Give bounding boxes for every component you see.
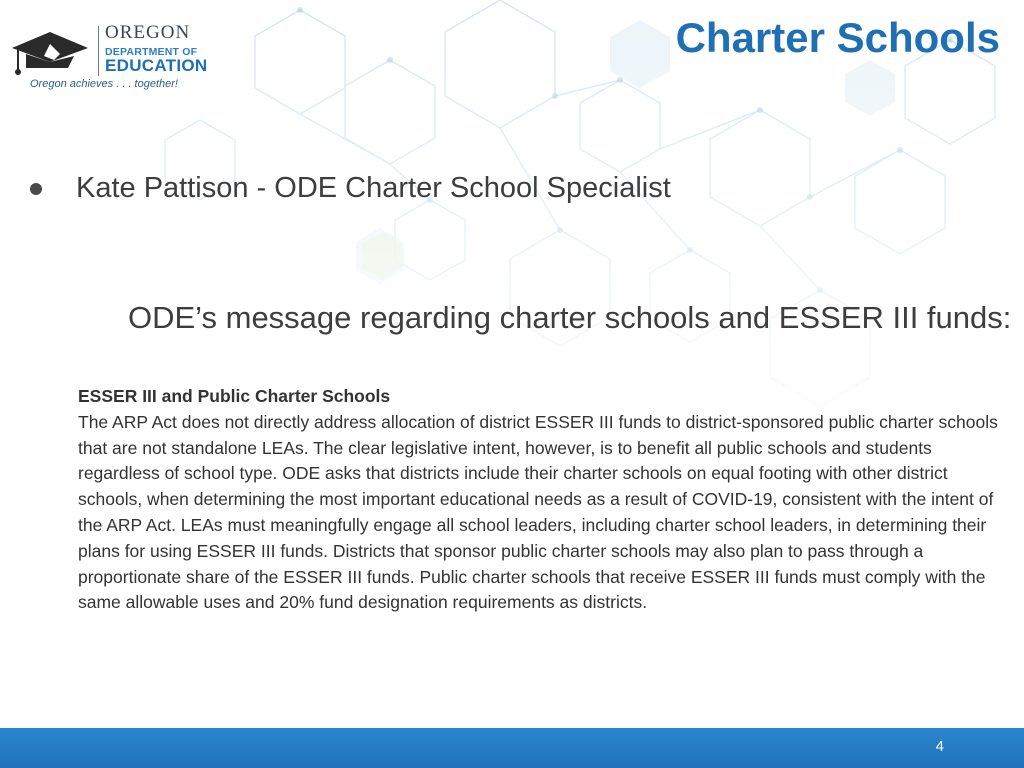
subheading: ODE’s message regarding charter schools and ESSER III funds: (128, 300, 1012, 335)
oregon-graduation-cap-icon (10, 26, 90, 76)
body-title: ESSER III and Public Charter Schools (78, 386, 391, 406)
body-block (78, 384, 1013, 616)
logo-oregon-text: OREGON (105, 22, 191, 43)
footer-bar (0, 728, 1024, 768)
page-number: 4 (935, 738, 944, 755)
logo-education-text: EDUCATION (105, 56, 208, 75)
bullet-item (30, 172, 671, 205)
bullet-dot-icon (30, 183, 42, 195)
logo-tagline: Oregon achieves . . . together! (30, 78, 178, 90)
logo-department-text: DEPARTMENT OF (105, 46, 198, 58)
body-paragraph: The ARP Act does not directly address allocation of district ESSER III funds to district-sponsored public charter schools that are not standalone LEAs. The clear legislative intent, however, is to benefit all public schools and students regardless of school type. ODE asks that districts include their charter schools on equal footing with other district schools, when determining the most important educational needs as a result of COVID-19, consistent with the intent of the ARP Act. LEAs must meaningfully engage all school leaders, including charter school leaders, in determining their plans for using ESSER III funds. Districts that sponsor public charter schools may also plan to pass through a proportionate share of the ESSER III funds. Public charter schools that receive ESSER III funds must comply with the same allowable uses and 20% fund designation requirements as districts. (78, 411, 998, 613)
slide-title: Charter Schools (675, 14, 1000, 61)
logo-divider (98, 26, 99, 76)
bullet-text: Kate Pattison - ODE Charter School Specialist (76, 172, 671, 204)
ode-logo (10, 22, 208, 94)
